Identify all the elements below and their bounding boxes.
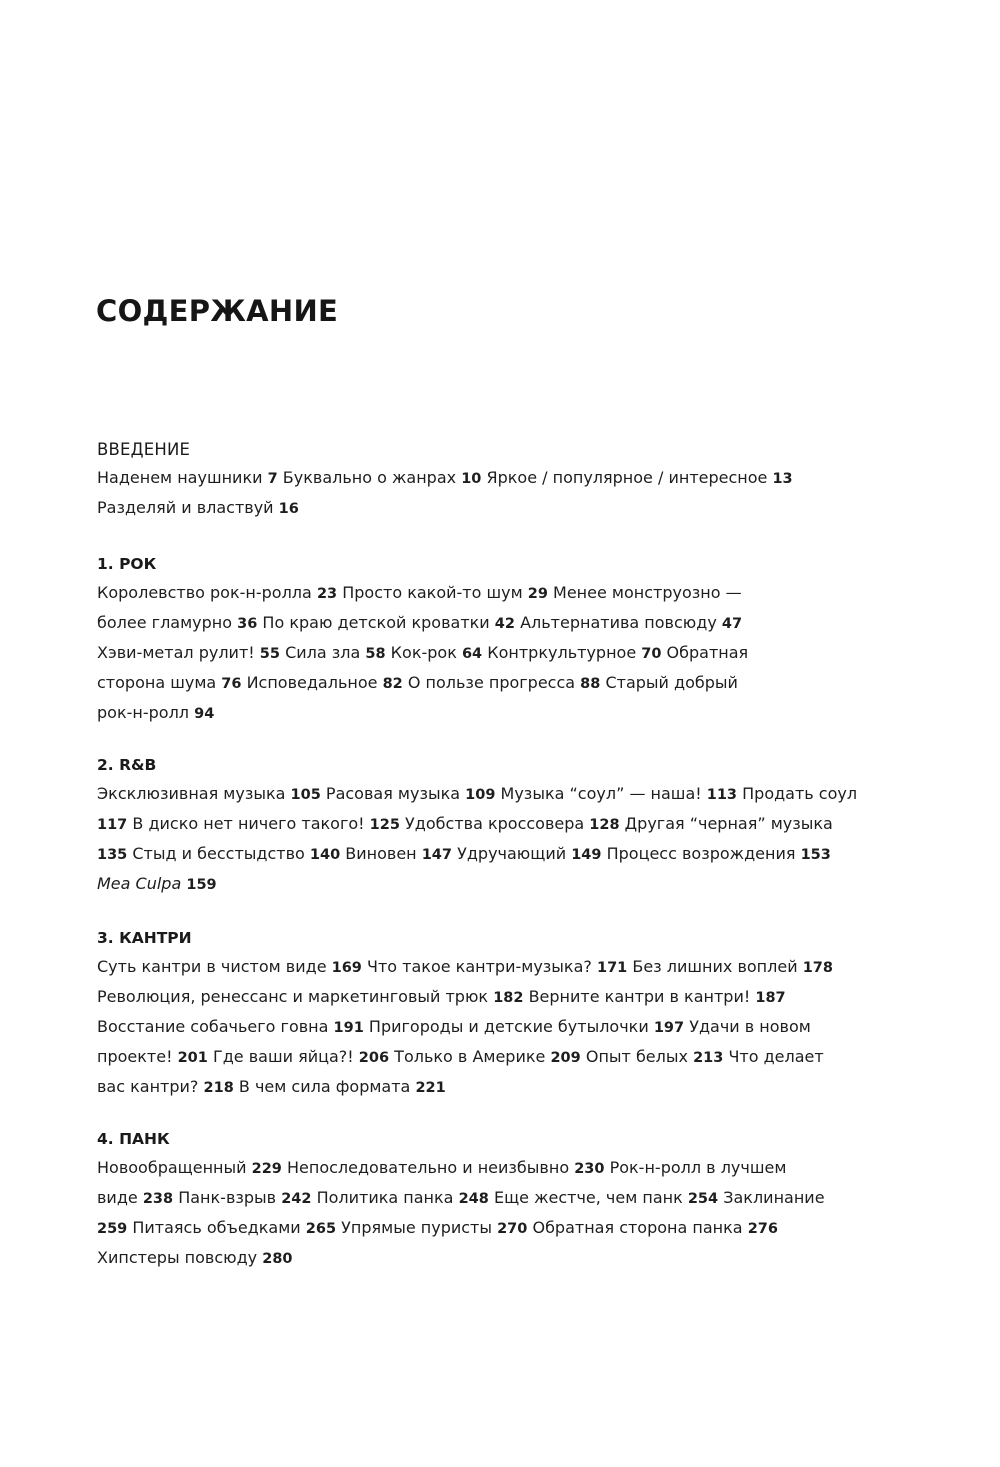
toc-entry-page: 13 [772,471,793,487]
toc-entry-title: Только в Америке [394,1046,546,1066]
toc-entry-title: Рок-н-ролл в лучшем [609,1158,787,1177]
section-heading: 1. РОК [97,555,157,573]
toc-entry-page: 58 [365,645,386,662]
toc-entry-title: Удручающий [457,843,567,863]
toc-entry-title: Обратная сторона панка [532,1217,743,1237]
toc-line [97,840,857,870]
toc-entry-title: Кок-рок [390,642,457,662]
toc-entry-title: Музыка “соул” — наша! [500,784,702,803]
toc-entry-title: Пригороды и детские бутылочки [368,1016,649,1036]
toc-entry-title: Контркультурное [487,642,637,662]
toc-entry-page: 159 [186,876,217,893]
toc-entry-title: Опыт белых [585,1046,688,1066]
toc-entry-title: Восстание собачьего говна [97,1016,329,1036]
toc-entry-page: 36 [237,615,258,632]
toc-entry-page: 153 [800,846,831,863]
toc-entry-title: Суть кантри в чистом виде [97,957,327,976]
toc-entry-page: 276 [747,1220,778,1237]
toc-entry-page: 265 [305,1220,337,1237]
toc-entry-title: Разделяй и властвуй [97,497,274,517]
toc-entry-title: Что делает [728,1046,824,1066]
toc-entry-title: Без лишних воплей [632,957,798,976]
toc-line [97,639,857,669]
toc-entry-page: 191 [333,1019,364,1036]
toc-line [97,810,857,840]
section-punk [97,1125,857,1274]
toc-entry-title: Новообращенный [97,1158,247,1177]
toc-entry-page: 135 [97,846,128,863]
toc-entry-title: В диско нет ничего такого! [132,813,365,833]
toc-entry-title: Яркое / популярное / интересное [486,468,768,487]
toc-entry-title: Верните кантри в кантри! [528,986,751,1006]
toc-entry-title: Наденем наушники [97,468,263,487]
toc-entry-page: 270 [497,1220,528,1237]
toc-entry-title: Удобства кроссовера [405,813,585,833]
toc-entry-title: вас кантри? [97,1076,199,1096]
toc-entry-page: 29 [527,586,548,602]
toc-entry-page: 109 [465,787,496,803]
toc-entry-title: проекте! [97,1046,173,1066]
toc-line [97,983,857,1013]
toc-entry-title: Еще жестче, чем панк [493,1187,683,1207]
toc-entry-title: Что такое кантри-музыка? [367,957,592,976]
toc-entry-title: По краю детской кроватки [262,612,490,632]
toc-entry-title: Старый добрый [605,672,738,692]
toc-entry-page: 229 [251,1161,282,1177]
toc-entry-page: 82 [382,675,403,692]
toc-entry-title: В чем сила формата [238,1076,411,1096]
toc-entry-title: Непоследовательно и неизбывно [287,1158,570,1177]
toc-entry-page: 242 [281,1190,312,1207]
toc-entry-page: 197 [653,1019,685,1036]
section-rnb [97,751,857,900]
toc-entry-page: 7 [267,471,278,487]
toc-entry-page: 76 [221,675,242,692]
toc-entry-page: 238 [142,1190,174,1207]
toc-entry-page: 23 [316,586,338,602]
toc-entry-title: Хипстеры повсюду [97,1247,258,1267]
toc-entry-page: 178 [802,960,833,976]
toc-entry-title: Расовая музыка [325,784,461,803]
toc-entries [97,953,857,1103]
section-introduction [97,435,857,524]
toc-entry-page: 218 [203,1079,234,1096]
toc-entry-page: 42 [494,615,515,632]
toc-entry-page: 16 [278,500,299,517]
section-heading: 4. ПАНК [97,1130,170,1148]
toc-entries [97,579,857,729]
toc-entry-page: 125 [369,816,400,833]
toc-entry-page: 171 [596,960,628,976]
toc-entry-page: 128 [589,816,620,833]
toc-entry-title: Заклинание [723,1187,825,1207]
toc-entry-page: 230 [574,1161,605,1177]
toc-line [97,494,857,524]
toc-entry-page: 201 [177,1049,208,1066]
toc-entry-page: 187 [755,989,786,1006]
section-heading: ВВЕДЕНИЕ [97,440,191,459]
toc-line [97,1244,857,1274]
toc-entry-page: 105 [290,787,321,803]
toc-entry-title: Обратная [666,642,749,662]
toc-entry-page: 64 [461,645,483,662]
toc-line [97,464,857,494]
toc-entry-page: 140 [309,846,341,863]
toc-entry-title: Эксклюзивная музыка [97,784,286,803]
toc-entry-page: 206 [358,1049,390,1066]
toc-entry-title: Процесс возрождения [606,843,796,863]
toc-line [97,1073,857,1103]
section-rock [97,550,857,729]
toc-entries [97,780,857,900]
toc-line [97,1214,857,1244]
toc-entry-title: сторона шума [97,672,217,692]
toc-entry-page: 70 [641,645,662,662]
toc-entry-title: Панк-взрыв [178,1187,277,1207]
section-country [97,924,857,1103]
toc-entry-title: Исповедальное [246,672,378,692]
toc-entry-title: Хэви-метал рулит! [97,642,255,662]
toc-line [97,780,857,810]
toc-line [97,669,857,699]
toc-entry-page: 254 [687,1190,719,1207]
toc-entry-page: 221 [415,1079,446,1096]
toc-entry-page: 182 [493,989,524,1006]
toc-entry-title: Альтернатива повсюду [520,612,717,632]
toc-entry-page: 117 [97,816,128,833]
toc-entry-page: 169 [331,960,362,976]
toc-line [97,1184,857,1214]
toc-entry-title: Mea Culpa [97,873,182,893]
toc-line [97,870,857,900]
toc-line [97,1043,857,1073]
toc-entry-title: Стыд и бесстыдство [132,843,305,863]
toc-entry-page: 113 [706,787,738,803]
toc-entry-title: Питаясь объедками [132,1217,301,1237]
toc-entry-page: 248 [458,1190,489,1207]
toc-entry-title: виде [97,1187,138,1207]
toc-entry-page: 213 [693,1049,724,1066]
toc-entry-title: Политика панка [316,1187,454,1207]
toc-line [97,953,857,983]
toc-entry-title: Буквально о жанрах [282,468,457,487]
toc-line [97,699,857,729]
toc-entry-page: 147 [421,846,452,863]
toc-entry-title: Другая “черная” музыка [624,813,833,833]
section-heading: 2. R&B [97,756,157,774]
toc-entry-title: Сила зла [285,642,361,662]
toc-entry-title: Революция, ренессанс и маркетинговый трюк [97,986,489,1006]
toc-entry-page: 88 [580,675,601,692]
toc-entry-page: 10 [461,471,482,487]
toc-line [97,579,857,609]
toc-entry-page: 94 [194,705,215,722]
toc-entry-page: 149 [571,846,602,863]
toc-entry-title: Продать соул [742,784,858,803]
toc-entries [97,1154,857,1274]
toc-line [97,1013,857,1043]
toc-entry-title: более гламурно [97,612,233,632]
section-heading: 3. КАНТРИ [97,929,192,947]
toc-entry-title: рок-н-ролл [97,702,190,722]
toc-entry-title: Виновен [345,843,417,863]
page-title: СОДЕРЖАНИЕ [96,294,339,328]
toc-entry-page: 55 [259,645,280,662]
toc-entry-page: 280 [262,1250,293,1267]
toc-entry-title: Удачи в новом [689,1016,811,1036]
toc-entry-title: Королевство рок-н-ролла [97,583,312,602]
toc-entry-title: О пользе прогресса [407,672,576,692]
toc-entry-title: Просто какой-то шум [342,583,523,602]
toc-entry-title: Где ваши яйца?! [212,1046,354,1066]
toc-entry-title: Упрямые пуристы [341,1217,492,1237]
toc-entry-page: 259 [97,1220,128,1237]
toc-line [97,1154,857,1184]
toc-line [97,609,857,639]
toc-entries [97,464,857,524]
toc-entry-page: 209 [550,1049,581,1066]
toc-entry-title: Менее монструозно — [553,583,742,602]
toc-entry-page: 47 [721,615,743,632]
